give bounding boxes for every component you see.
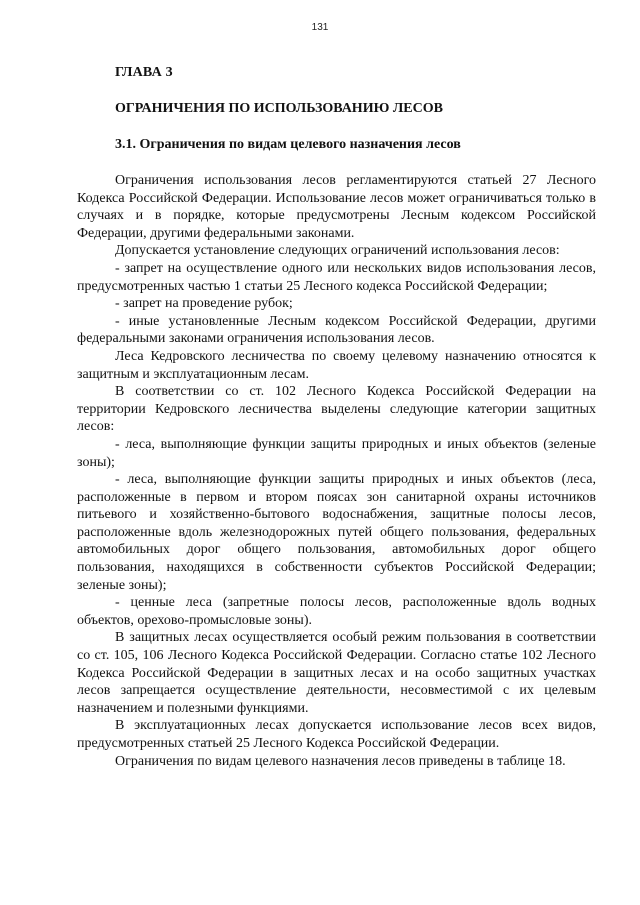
paragraph: - леса, выполняющие функции защиты природных и иных объектов (зеленые зоны); bbox=[77, 436, 596, 470]
page-number: 131 bbox=[311, 22, 329, 33]
page-content bbox=[77, 64, 596, 770]
paragraph: Ограничения по видам целевого назначения лесов приведены в таблице 18. bbox=[115, 753, 566, 769]
paragraph: В соответствии со ст. 102 Лесного Кодекса Российской Федерации на территории Кедровского лесничества выделены следующие категории защитных лесов: bbox=[77, 384, 596, 435]
body-text bbox=[77, 172, 596, 770]
paragraph: Леса Кедровского лесничества по своему целевому назначению относятся к защитным и эксплуатационным лесам. bbox=[77, 348, 596, 382]
paragraph: - запрет на проведение рубок; bbox=[115, 296, 293, 312]
chapter-title: ОГРАНИЧЕНИЯ ПО ИСПОЛЬЗОВАНИЮ ЛЕСОВ bbox=[115, 101, 443, 116]
paragraph: - леса, выполняющие функции защиты природных и иных объектов (леса, расположенные в первом и втором поясах зон санитарной охраны источников питьевого и хозяйственно-бытового водоснабжения, защитные полосы лесов, расположенные вдоль железнодорожных путей общего пользования, федеральных автомобильных дорог общего пользования, автомобильных дорог общего пользования, находящихся в собственности субъектов Российской Федерации; зеленые зоны); bbox=[77, 472, 596, 593]
paragraph: В защитных лесах осуществляется особый режим пользования в соответствии со ст. 105, 106 Лесного Кодекса Российской Федерации. Согласно статье 102 Лесного Кодекса Российской Федерации в защитных лесах и на особо защитных участках лесов запрещается осуществление деятельности, несовместимой с их целевым назначением и полезными функциями. bbox=[77, 630, 596, 716]
paragraph: Допускается установление следующих ограничений использования лесов: bbox=[115, 243, 560, 259]
paragraph: В эксплуатационных лесах допускается использование лесов всех видов, предусмотренных статьей 25 Лесного Кодекса Российской Федерации. bbox=[77, 718, 596, 751]
section-title: 3.1. Ограничения по видам целевого назначения лесов bbox=[115, 137, 461, 152]
paragraph: Ограничения использования лесов регламентируются статьей 27 Лесного Кодекса Российской Федерации. Использование лесов может ограничиваться только в случаях и в порядке, которые предусмотрены Лесным кодексом Российской Федерации, другими федеральными законами. bbox=[77, 173, 596, 241]
paragraph: - запрет на осуществление одного или нескольких видов использования лесов, предусмотренных частью 1 статьи 25 Лесного кодекса Российской Федерации; bbox=[77, 260, 596, 294]
paragraph: - иные установленные Лесным кодексом Российской Федерации, другими федеральными законами ограничения использования лесов. bbox=[77, 313, 596, 347]
chapter-heading: ГЛАВА 3 bbox=[115, 65, 173, 80]
paragraph: - ценные леса (запретные полосы лесов, расположенные вдоль водных объектов, орехово-промысловые зоны). bbox=[77, 595, 596, 628]
